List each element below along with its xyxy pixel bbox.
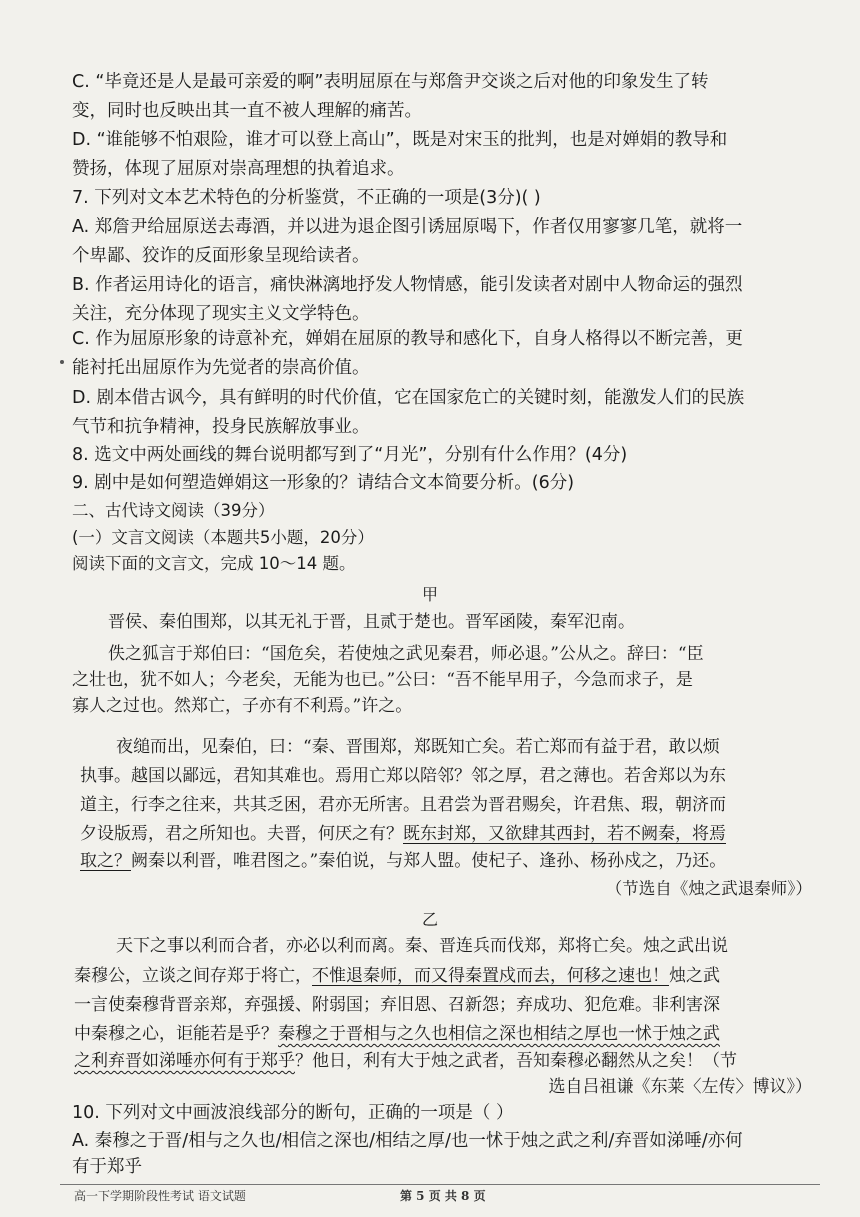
q6-option-d-line2: 赞扬，体现了屈原对崇高理想的执着追求。 (72, 159, 405, 179)
q7-option-c-line1: C. 作为屈原形象的诗意补充，婵娟在屈原的教导和感化下，自身人格得以不断完善，更 (72, 329, 743, 349)
q7-option-c-line2: 能衬托出屈原作为先觉者的崇高价值。 (72, 358, 370, 378)
footer-page-number: 第 5 页 共 8 页 (400, 1189, 486, 1203)
q7-option-a-line1: A. 郑詹尹给屈原送去毒酒，并以进为退企图引诱屈原喝下，作者仅用寥寥几笔，就将一 (72, 217, 743, 237)
q10-option-a-line2: 有于郑乎 (72, 1157, 142, 1177)
wavy-line-segment: 秦穆之于晋相与之久也相信之深也相结之厚也一怵于烛之武 (278, 1024, 720, 1044)
passage-jia-p3-line5-text: 阙秦以利晋，唯君图之。”秦伯说，与郑人盟。使杞子、逢孙、杨孙戍之，乃还。 (131, 851, 727, 871)
q6-option-d-line1: D. “谁能够不怕艰险，谁才可以登上高山”，既是对宋玉的批判，也是对婵娟的教导和 (72, 130, 728, 150)
passage-jia-p3-line2: 执事。越国以鄙远，君知其难也。焉用亡郑以陪邻？邻之厚，君之薄也。若舍郑以为东 (80, 766, 726, 786)
footer-rule (60, 1184, 820, 1185)
q6-option-c-line2: 变，同时也反映出其一直不被人理解的痛苦。 (72, 101, 422, 121)
section2-title: 二、古代诗文阅读（39分） (72, 501, 275, 520)
q8-stem: 8. 选文中两处画线的舞台说明都写到了“月光”，分别有什么作用？(4分) (72, 445, 628, 465)
passage-jia-p3-line4 (80, 820, 812, 849)
q7-option-a-line2: 个卑鄙、狡诈的反面形象呈现给读者。 (72, 246, 370, 266)
passage-yi-line5 (74, 1047, 812, 1076)
q7-option-d-line2: 气节和抗争精神，投身民族解放事业。 (72, 417, 370, 437)
scan-speck (60, 360, 64, 364)
underlined-yi-sentence: 不惟退秦师，而又得秦置戍而去，何移之速也！ (312, 966, 669, 986)
underlined-translation-sentence: 既东封郑，又欲肆其西封，若不阙秦，将焉 (403, 824, 726, 844)
passage-jia-p3-line5 (80, 847, 812, 876)
passage-yi-line4 (74, 1020, 812, 1049)
q7-option-b-line1: B. 作者运用诗化的语言，痛快淋漓地抒发人物情感，能引发读者对剧中人物命运的强烈 (72, 275, 743, 295)
passage-jia-p2-line1: 佚之狐言于郑伯曰：“国危矣，若使烛之武见秦君，师必退。”公从之。辞曰：“臣 (108, 644, 704, 664)
passage-yi-line2 (74, 962, 812, 991)
passage-jia-p3-line4-text: 夕设版焉，君之所知也。夫晋，何厌之有？ (80, 824, 403, 844)
passage-yi-line2-tail: 烛之武 (669, 966, 720, 986)
passage-yi-line4-text: 中秦穆之心，讵能若是乎？ (74, 1024, 278, 1044)
q10-stem: 10. 下列对文中画波浪线部分的断句，正确的一项是（ ） (72, 1103, 514, 1123)
passage-jia-p3-line3: 道主，行李之往来，共其乏困，君亦无所害。且君尝为晋君赐矣，许君焦、瑕，朝济而 (80, 795, 726, 815)
footer-exam-title: 高一下学期阶段性考试 语文试题 (74, 1189, 246, 1203)
q7-option-b-line2: 关注，充分体现了现实主义文学特色。 (72, 304, 370, 324)
passage-jia-p3-line1: 夜缒而出，见秦伯，曰：“秦、晋围郑，郑既知亡矣。若亡郑而有益于君，敢以烦 (116, 737, 720, 757)
passage-jia-p2-line2: 之壮也，犹不如人；今老矣，无能为也已。”公曰：“吾不能早用子，今急而求子，是 (72, 670, 693, 690)
passage-yi-line1: 天下之事以利而合者，亦必以利而离。秦、晋连兵而伐郑，郑将亡矣。烛之武出说 (116, 936, 728, 956)
q7-option-d-line1: D. 剧本借古讽今，具有鲜明的时代价值，它在国家危亡的关键时刻，能激发人们的民族 (72, 388, 745, 408)
q6-option-c-line1: C. “毕竟还是人是最可亲爱的啊”表明屈原在与郑詹尹交谈之后对他的印象发生了转 (72, 72, 709, 92)
page-footer (0, 1184, 860, 1206)
underlined-translation-sentence-end: 取之？ (80, 851, 131, 871)
q7-stem: 7. 下列对文本艺术特色的分析鉴赏，不正确的一项是(3分)( ) (72, 188, 541, 208)
passage-jia-source: （节选自《烛之武退秦师》） (605, 879, 812, 898)
passage-yi-line2-text: 秦穆公，立谈之间存郑于将亡， (74, 966, 312, 986)
section2-instruction: 阅读下面的文言文，完成 10～14 题。 (72, 554, 356, 573)
passage-yi-line3: 一言使秦穆背晋亲郑，弃强援、附弱国；弃旧恩、召新怨；弃成功、犯危难。非利害深 (74, 995, 720, 1015)
wavy-line-segment-end: 之利弃晋如涕唾亦何有于郑乎 (74, 1051, 295, 1071)
section2-subtitle: (一）文言文阅读（本题共5小题，20分） (72, 528, 374, 547)
passage-jia-p1: 晋侯、秦伯围郑，以其无礼于晋，且贰于楚也。晋军函陵，秦军氾南。 (108, 612, 635, 632)
passage-yi-source: 选自吕祖谦《东莱〈左传〉博议》） (548, 1077, 812, 1097)
passage-yi-label: 乙 (421, 910, 438, 929)
passage-jia-label: 甲 (421, 585, 438, 604)
passage-yi-line5-text: ？他日，利有大于烛之武者，吾知秦穆必翻然从之矣！（节 (295, 1051, 737, 1071)
passage-jia-p2-line3: 寡人之过也。然郑亡，子亦有不利焉。”许之。 (72, 696, 413, 716)
q9-stem: 9. 剧中是如何塑造婵娟这一形象的？请结合文本简要分析。(6分) (72, 473, 575, 493)
q10-option-a-line1: A. 秦穆之于晋/相与之久也/相信之深也/相结之厚/也一怵于烛之武之利/弃晋如涕唾/亦何 (72, 1131, 743, 1151)
